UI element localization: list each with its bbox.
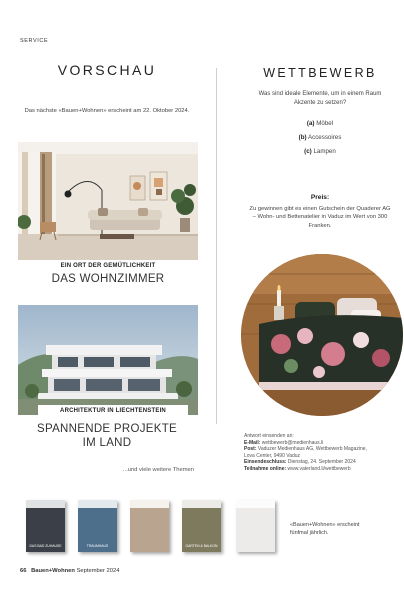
option-key: (b) [298, 134, 307, 141]
contest-option-b[interactable] [230, 134, 404, 148]
online-label: Teilnahme online: [244, 465, 287, 472]
magazine-cover [182, 500, 221, 552]
answer-deadline-line [244, 459, 404, 466]
page-footer [20, 568, 119, 574]
magazine-cover [130, 500, 169, 552]
cover-masthead [182, 500, 221, 508]
story1-kicker: EIN ORT DER GEMÜTLICHKEIT [60, 263, 156, 269]
post-value: Vaduzer Medienhaus AG, Wettbewerb Magazine, [257, 446, 367, 453]
online-value[interactable]: www.vaterland.li/wettbewerb [287, 465, 351, 472]
bedroom-photo [241, 254, 403, 416]
column-divider [216, 68, 217, 424]
living-room-illustration [18, 142, 198, 260]
preview-intro: Das nächste «Bauen+Wohnen» erscheint am 22. Oktober 2024. [24, 108, 190, 114]
answer-email-line [244, 440, 404, 447]
deadline-value: Dienstag, 24. September 2024 [287, 459, 356, 466]
magazine-cover [26, 500, 65, 552]
option-label: Accessoires [307, 134, 342, 141]
magazine-covers [20, 500, 280, 556]
cover-headline: DAS BAD ZUHAUSE [29, 544, 62, 548]
contest-options [230, 120, 404, 162]
page-number: 66 [20, 568, 27, 574]
deadline-label: Einsendeschluss: [244, 459, 287, 466]
preview-title: VORSCHAU [57, 62, 157, 78]
architecture-illustration [18, 305, 198, 415]
footer-issue: September 2024 [76, 568, 120, 574]
answer-post-line-2: Lova Center, 9490 Vaduz [244, 452, 301, 459]
footer-brand: Bauen+Wohnen [31, 568, 75, 574]
option-label: Lampen [313, 148, 336, 155]
answer-post-line [244, 446, 404, 453]
cover-masthead [130, 500, 169, 508]
more-themes-note: ...und viele weitere Themen [122, 467, 194, 473]
architecture-photo [18, 305, 198, 415]
bedroom-illustration [241, 254, 403, 416]
cover-masthead [236, 500, 275, 508]
story2-title [20, 422, 194, 450]
contest-option-a[interactable] [230, 120, 404, 134]
story2-kicker: ARCHITEKTUR IN LIECHTENSTEIN [60, 408, 166, 414]
answer-instructions [244, 433, 404, 473]
cover-headline: GARTEN & BALKON [185, 544, 218, 548]
living-room-photo [18, 142, 198, 260]
option-key: (a) [306, 120, 315, 127]
prize-heading: Preis: [310, 194, 330, 201]
cover-masthead [26, 500, 65, 508]
contest-option-c[interactable] [230, 148, 404, 162]
answer-online-line [244, 466, 404, 473]
contest-title: WETTBEWERB [263, 66, 377, 80]
option-key: (c) [304, 148, 312, 155]
section-label: SERVICE [20, 38, 49, 44]
email-label: E-Mail: [244, 439, 261, 446]
post-label: Post: [244, 446, 257, 453]
publication-frequency: «Bauen+Wohnen» erscheint fünfmal jährlich. [290, 522, 360, 536]
cover-headline: TRAUMHAUS [86, 544, 109, 548]
email-value[interactable]: wettbewerb@medienhaus.li [261, 439, 324, 446]
option-label: Möbel [316, 120, 334, 127]
magazine-cover [78, 500, 117, 552]
answer-intro: Antwort einsenden an: [244, 433, 294, 439]
story2-title-line2: IM LAND [82, 437, 132, 449]
story1-title: DAS WOHNZIMMER [51, 273, 165, 285]
prize-text: Zu gewinnen gibt es einen Gutschein der Quaderer AG – Wohn- und Bettenatelier in Vaduz im Wert von 300 Franken. [249, 206, 391, 229]
story2-title-line1: SPANNENDE PROJEKTE [36, 423, 178, 435]
magazine-cover [236, 500, 275, 552]
contest-question: Was sind ideale Elemente, um in einem Raum Akzente zu setzen? [258, 91, 382, 106]
cover-masthead [78, 500, 117, 508]
